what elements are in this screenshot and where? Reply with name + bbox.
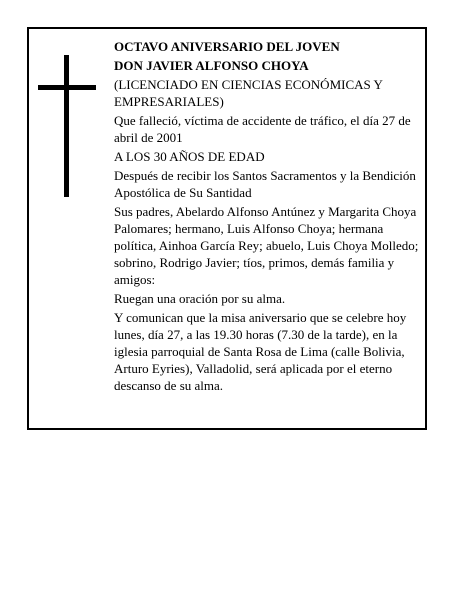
title-line2: DON JAVIER ALFONSO CHOYA [114, 58, 309, 73]
death-info: Que falleció, víctima de accidente de tráfico, el día 27 de abril de 2001 [114, 113, 411, 145]
age: A LOS 30 AÑOS DE EDAD [114, 149, 265, 164]
profession: (LICENCIADO EN CIENCIAS ECONÓMICAS Y EMPRESARIALES) [114, 77, 383, 109]
sacraments: Después de recibir los Santos Sacramentos y la Bendición Apostólica de Su Santidad [114, 168, 416, 200]
obituary-text [114, 38, 420, 396]
mass: Y comunican que la misa aniversario que se celebre hoy lunes, día 27, a las 19.30 horas (7.30 de la tarde), en la iglesia parroquial de Santa Rosa de Lima (calle Bolivia, Arturo Eyries), Valladolid, será aplicada por el eterno descanso de su alma. [114, 310, 407, 393]
prayer: Ruegan una oración por su alma. [114, 291, 286, 306]
cross-icon [64, 55, 69, 197]
family: Sus padres, Abelardo Alfonso Antúnez y Margarita Choya Palomares; hermano, Luis Alfonso Choya; hermana política, Ainhoa García Rey; abuelo, Luis Choya Molledo; sobrino, Rodrigo Javier; tíos, primos, demás familia y amigos: [114, 204, 419, 287]
title-line1: OCTAVO ANIVERSARIO DEL JOVEN [114, 39, 340, 54]
cross-icon-bar [38, 85, 96, 90]
